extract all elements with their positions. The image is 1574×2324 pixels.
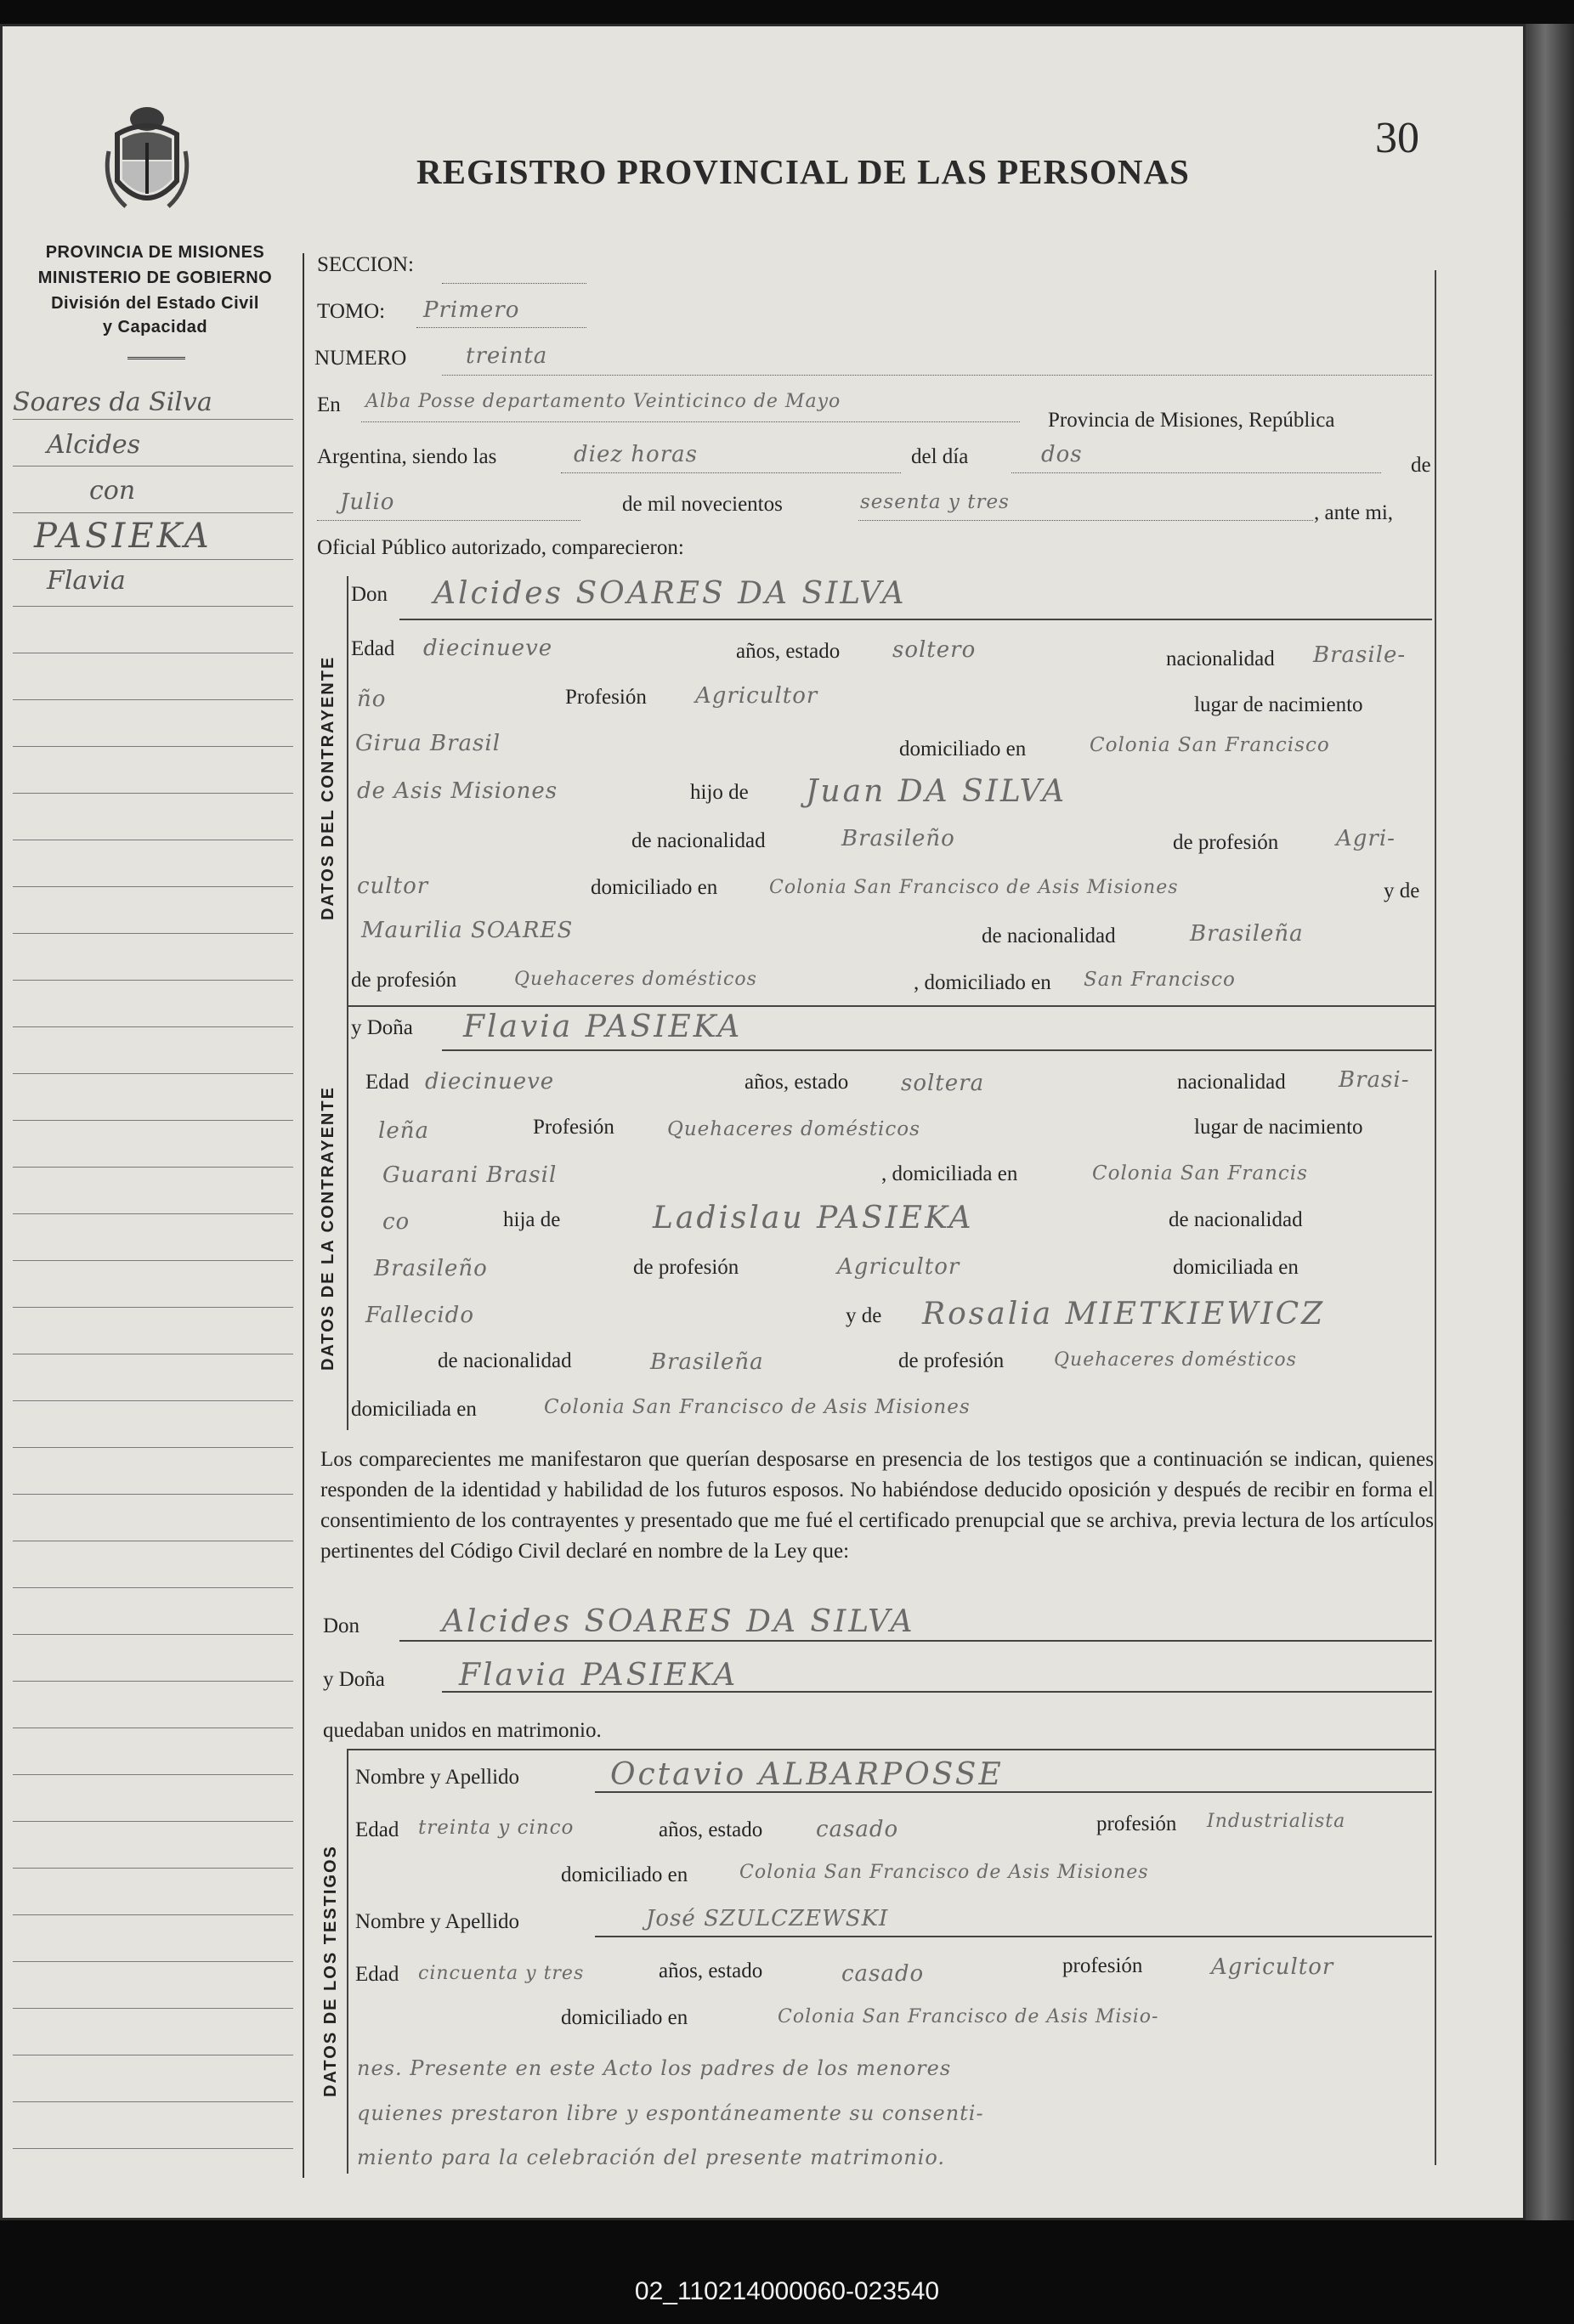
- edad-label-4: Edad: [355, 1963, 399, 1986]
- domiciliado-label-3: , domiciliado en: [914, 971, 1051, 994]
- side-label-contrayenta: DATOS DE LA CONTRAYENTE: [319, 1086, 337, 1371]
- novio-nac-b: ño: [357, 687, 387, 712]
- testigo2-prof: Agricultor: [1211, 1954, 1334, 1980]
- de-profesion-label-4: de profesión: [898, 1349, 1005, 1372]
- domiciliado-label-5: domiciliado en: [561, 2006, 688, 2029]
- margin-rule-line: [13, 1727, 293, 1728]
- lugar-nac-label: lugar de nacimiento: [1194, 693, 1363, 716]
- novio-prof: Agricultor: [695, 683, 818, 709]
- domiciliado-label: domiciliado en: [899, 738, 1027, 761]
- contrayenta-bracket: [347, 1005, 348, 1430]
- margin-rule-line: [13, 1260, 293, 1261]
- dia-value: dos: [1041, 442, 1083, 467]
- testigo1-edad: treinta y cinco: [418, 1817, 575, 1839]
- ante-mi-label: , ante mi,: [1314, 501, 1394, 524]
- margin-rule-line: [13, 606, 293, 607]
- domiciliado-label-4: domiciliado en: [561, 1863, 688, 1886]
- novio-lugar: Girua Brasil: [355, 731, 501, 756]
- margin-rule-line: [13, 1821, 293, 1822]
- novio-estado: soltero: [892, 637, 977, 663]
- margin-rule-line: [13, 2101, 293, 2102]
- office-rule: [127, 357, 185, 359]
- testigo1-estado: casado: [816, 1817, 899, 1842]
- padre-novia-prof: Agricultor: [837, 1254, 960, 1280]
- novia-name: Flavia PASIEKA: [463, 1009, 743, 1044]
- margin-note-line: con: [89, 476, 136, 506]
- margin-rule-line: [13, 933, 293, 934]
- don-label: Don: [351, 583, 388, 606]
- margin-rule-line: [13, 1868, 293, 1869]
- novio-dom-a: Colonia San Francisco: [1090, 734, 1330, 756]
- tomo-label: TOMO:: [317, 300, 386, 323]
- del-dia-label: del día: [911, 445, 969, 468]
- anos-estado-label: años, estado: [736, 640, 841, 663]
- lugar-value: Alba Posse departamento Veinticinco de Mayo: [365, 391, 841, 412]
- testigo1-line: [595, 1791, 1432, 1793]
- hijo-de-label: hijo de: [690, 781, 749, 804]
- decl-don-value: Alcides SOARES DA SILVA: [442, 1604, 915, 1639]
- novia-prof: Quehaceres domésticos: [667, 1118, 920, 1140]
- seccion-line: [442, 283, 586, 284]
- provincia-label: Provincia de Misiones, República: [1048, 409, 1335, 432]
- madre-novio-prof: Quehaceres domésticos: [514, 969, 757, 990]
- madre-novio: Maurilia SOARES: [361, 918, 574, 943]
- nacionalidad-label-2: nacionalidad: [1177, 1071, 1286, 1094]
- decl-don-line: [399, 1640, 1432, 1642]
- y-dona-label: y Doña: [351, 1016, 413, 1039]
- novio-name: Alcides SOARES DA SILVA: [433, 576, 907, 611]
- madre-novia: Rosalia MIETKIEWICZ: [922, 1297, 1326, 1332]
- scan-bottom-band: [0, 2220, 1574, 2324]
- margin-rule-line: [13, 886, 293, 887]
- margin-rule-line: [13, 699, 293, 700]
- padre-novia: Ladislau PASIEKA: [653, 1201, 974, 1236]
- de-nacionalidad-label-2: de nacionalidad: [982, 925, 1116, 947]
- novio-line: [399, 619, 1432, 620]
- de-profesion-label-3: de profesión: [633, 1256, 739, 1279]
- novia-lugar: Guarani Brasil: [382, 1162, 558, 1188]
- domiciliada-label-2: domiciliada en: [1173, 1256, 1299, 1279]
- margin-rule-line: [13, 419, 293, 420]
- novia-dom-a: Colonia San Francis: [1092, 1162, 1308, 1185]
- seccion-label: SECCION:: [317, 253, 414, 276]
- margin-column: [13, 381, 293, 2174]
- decl-dona-line: [442, 1691, 1432, 1693]
- testigo2-estado: casado: [841, 1961, 925, 1987]
- anos-estado-label-2: años, estado: [745, 1071, 849, 1094]
- testigo1-name: Octavio ALBARPOSSE: [610, 1757, 1004, 1792]
- padre-novia-nac: Brasileño: [374, 1256, 488, 1281]
- madre-novio-dom: San Francisco: [1084, 969, 1236, 991]
- office-line-1: PROVINCIA DE MISIONES: [45, 243, 265, 262]
- mes-value: Julio: [340, 489, 395, 515]
- margin-rule-line: [13, 1073, 293, 1074]
- numero-line: [442, 375, 1432, 376]
- de-label: de: [1411, 454, 1431, 477]
- hora-value: diez horas: [574, 442, 698, 467]
- margin-rule-line: [13, 1681, 293, 1682]
- decl-dona-label: y Doña: [323, 1668, 385, 1691]
- testigo2-dom: Colonia San Francisco de Asis Misio-: [778, 2006, 1159, 2027]
- madre-novio-nac: Brasileña: [1190, 921, 1304, 947]
- margin-rule-line: [13, 1961, 293, 1962]
- margin-rule-line: [13, 1447, 293, 1448]
- anio-line: [858, 520, 1313, 521]
- quedaban-label: quedaban unidos en matrimonio.: [323, 1719, 602, 1742]
- nombre-apellido-label: Nombre y Apellido: [355, 1766, 520, 1789]
- decl-don-label: Don: [323, 1614, 360, 1637]
- novia-nac-a: Brasi-: [1339, 1067, 1410, 1093]
- domiciliada-label-3: domiciliada en: [351, 1398, 477, 1421]
- numero-value: treinta: [466, 343, 548, 369]
- margin-rule-line: [13, 1634, 293, 1635]
- note-line-1: nes. Presente en este Acto los padres de los menores: [357, 2056, 952, 2080]
- scan-filename: 02_110214000060-023540: [634, 2277, 940, 2305]
- note-line-2: quienes prestaron libre y espontáneamente su consenti-: [357, 2101, 984, 2125]
- nacionalidad-label: nacionalidad: [1166, 647, 1275, 670]
- edad-label: Edad: [351, 637, 395, 660]
- anos-estado-label-3: años, estado: [659, 1818, 763, 1841]
- tomo-value: Primero: [423, 297, 520, 323]
- de-mil-label: de mil novecientos: [622, 493, 783, 516]
- margin-rule-line: [13, 746, 293, 747]
- lugar-line: [361, 421, 1020, 422]
- argentina-label: Argentina, siendo las: [317, 445, 497, 468]
- right-rule: [1435, 270, 1436, 2165]
- padre-novio-dom: Colonia San Francisco de Asis Misiones: [769, 877, 1179, 898]
- oficial-label: Oficial Público autorizado, comparecieron:: [317, 536, 684, 559]
- page-number: 30: [1375, 114, 1419, 162]
- page-title: REGISTRO PROVINCIAL DE LAS PERSONAS: [416, 152, 1190, 191]
- margin-rule-line: [13, 980, 293, 981]
- testigo1-dom: Colonia San Francisco de Asis Misiones: [739, 1862, 1149, 1883]
- margin-divider: [303, 253, 304, 2178]
- hora-line: [561, 472, 901, 473]
- margin-rule-line: [13, 512, 293, 513]
- testigo2-name: José SZULCZEWSKI: [646, 1906, 889, 1931]
- declaration-paragraph: Los comparecientes me manifestaron que querían desposarse en presencia de los testigos que a continuación se indican, quienes responden de la identidad y habilidad de los futuros esposos. No habiéndose deducido oposición y después de recibir en forma el consentimiento de los contrayentes y presentado que me fué el certificado prenupcial que se archiva, previa lectura de los artículos pertinentes del Código Civil declaré en nombre de la Ley que:: [320, 1448, 1434, 1563]
- y-de-label: y de: [1384, 879, 1420, 902]
- margin-rule-line: [13, 1774, 293, 1775]
- novio-dom-b: de Asis Misiones: [357, 778, 558, 804]
- de-nacionalidad-label-3: de nacionalidad: [1169, 1208, 1303, 1231]
- margin-rule-line: [13, 793, 293, 794]
- en-label: En: [317, 393, 341, 416]
- novia-line: [442, 1049, 1432, 1051]
- book-binding: [1526, 24, 1574, 2220]
- profesion-label: Profesión: [565, 686, 647, 709]
- de-nacionalidad-label: de nacionalidad: [631, 829, 766, 852]
- profesion-label-2: Profesión: [533, 1116, 614, 1139]
- edad-label-2: Edad: [365, 1071, 410, 1094]
- novia-estado: soltera: [901, 1071, 985, 1096]
- profesion-label-4: profesión: [1062, 1954, 1143, 1977]
- testigo1-prof: Industrialista: [1207, 1811, 1346, 1832]
- register-page: [0, 24, 1526, 2220]
- coat-of-arms-seal: [100, 100, 194, 219]
- hija-de-label: hija de: [503, 1208, 561, 1231]
- contrayente-bracket: [347, 576, 348, 1005]
- domiciliada-label: , domiciliada en: [881, 1162, 1018, 1185]
- de-nacionalidad-label-4: de nacionalidad: [438, 1349, 572, 1372]
- nombre-apellido-label-2: Nombre y Apellido: [355, 1910, 520, 1933]
- margin-rule-line: [13, 1587, 293, 1588]
- margin-rule-line: [13, 1120, 293, 1121]
- office-line-4: y Capacidad: [102, 318, 208, 336]
- edad-label-3: Edad: [355, 1818, 399, 1841]
- margin-rule-line: [13, 1026, 293, 1027]
- margin-rule-line: [13, 1213, 293, 1214]
- decl-dona-value: Flavia PASIEKA: [459, 1658, 739, 1693]
- padre-novio: Juan DA SILVA: [806, 774, 1067, 809]
- mes-line: [317, 520, 580, 521]
- testigo2-edad: cincuenta y tres: [418, 1963, 585, 1984]
- margin-rule-line: [13, 1494, 293, 1495]
- side-label-testigos: DATOS DE LOS TESTIGOS: [321, 1845, 340, 2097]
- padre-novia-dom: Fallecido: [365, 1303, 474, 1328]
- madre-novia-prof: Quehaceres domésticos: [1054, 1349, 1297, 1371]
- margin-note-line: Alcides: [47, 430, 141, 460]
- note-line-3: miento para la celebración del presente matrimonio.: [357, 2146, 946, 2169]
- side-label-contrayente: DATOS DEL CONTRAYENTE: [319, 655, 337, 920]
- novio-edad: diecinueve: [423, 636, 553, 661]
- de-profesion-label-2: de profesión: [351, 969, 457, 992]
- padre-novio-prof-b: cultor: [357, 874, 429, 899]
- dia-line: [1011, 472, 1381, 473]
- profesion-label-3: profesión: [1096, 1812, 1177, 1835]
- margin-rule-line: [13, 2008, 293, 2009]
- testigos-bracket: [347, 1749, 348, 2174]
- novia-dom-b: co: [382, 1209, 410, 1235]
- office-line-2: MINISTERIO DE GOBIERNO: [37, 269, 273, 287]
- numero-label: NUMERO: [314, 347, 407, 370]
- margin-rule-line: [13, 559, 293, 560]
- margin-rule-line: [13, 2148, 293, 2149]
- novio-nac-a: Brasile-: [1313, 642, 1407, 668]
- office-line-3: División del Estado Civil: [51, 294, 259, 313]
- margin-rule-line: [13, 1307, 293, 1308]
- padre-novio-nac: Brasileño: [841, 826, 955, 851]
- y-de-label-2: y de: [846, 1304, 882, 1327]
- madre-novia-nac: Brasileña: [650, 1349, 764, 1375]
- anio-value: sesenta y tres: [860, 491, 1010, 513]
- margin-note-line: Flavia: [47, 566, 126, 596]
- margin-rule-line: [13, 1914, 293, 1915]
- domiciliado-label-2: domiciliado en: [591, 876, 718, 899]
- lugar-nac-label-2: lugar de nacimiento: [1194, 1116, 1363, 1139]
- anos-estado-label-4: años, estado: [659, 1959, 763, 1982]
- margin-note-line: Soares da Silva: [13, 387, 212, 417]
- margin-note-line: PASIEKA: [34, 517, 212, 556]
- novia-nac-b: leña: [378, 1118, 429, 1144]
- novia-edad: diecinueve: [425, 1069, 555, 1094]
- tomo-line: [416, 327, 586, 328]
- margin-rule-line: [13, 1167, 293, 1168]
- margin-rule-line: [13, 1400, 293, 1401]
- madre-novia-dom: Colonia San Francisco de Asis Misiones: [544, 1396, 971, 1418]
- testigo2-line: [595, 1936, 1432, 1937]
- de-profesion-label: de profesión: [1173, 831, 1279, 854]
- section-rule: [347, 1005, 1435, 1007]
- padre-novio-prof-a: Agri-: [1336, 826, 1396, 851]
- testigos-rule: [347, 1749, 1435, 1750]
